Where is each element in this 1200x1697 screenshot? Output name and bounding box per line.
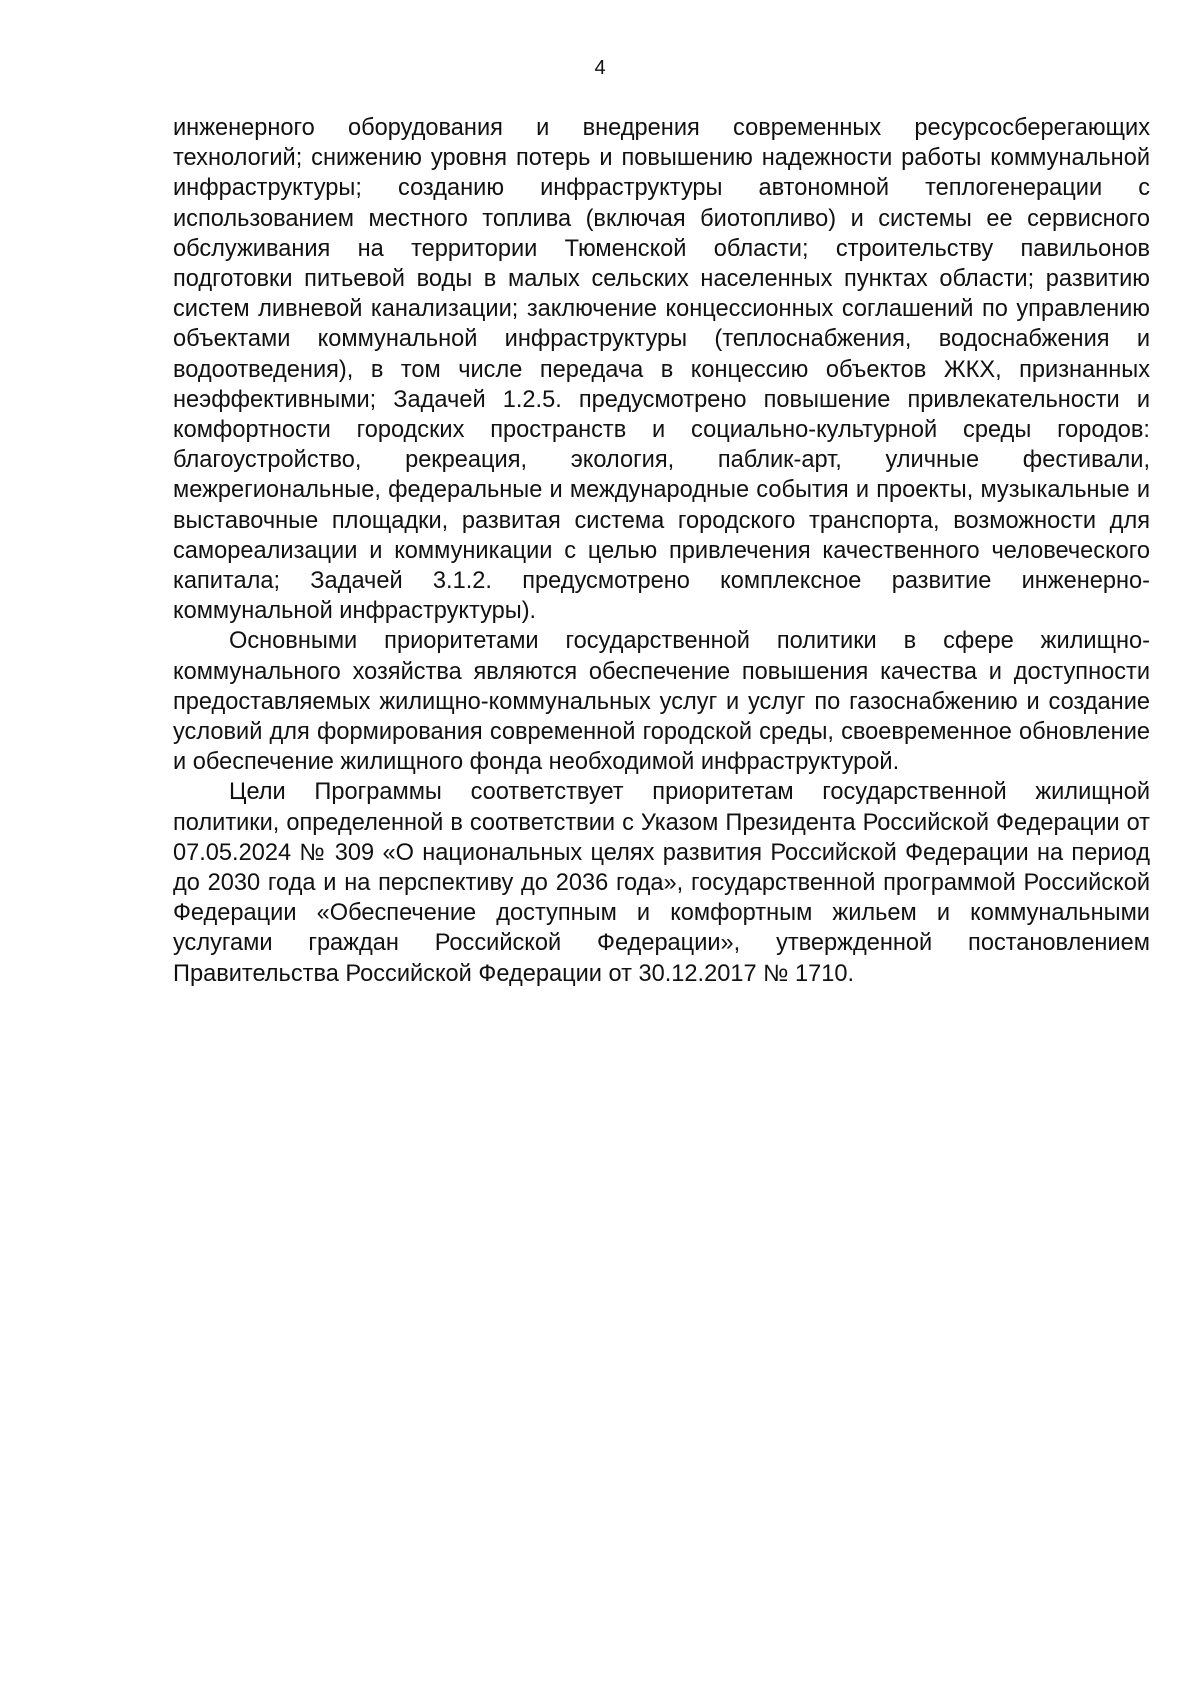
page-number: 4 xyxy=(594,57,606,79)
paragraph-2: Основными приоритетами государственной политики в сфере жилищно-коммунального хозяйства являются обеспечение повышения качества и доступности предоставляемых жилищно-коммунальных услуг и услуг по газоснабжению и создание условий для формирования современной городской среды, своевременное обновление и обеспечение жилищного фонда необходимой инфраструктурой. xyxy=(173,628,1150,776)
paragraph-1: инженерного оборудования и внедрения современных ресурсосберегающих технологий; снижению уровня потерь и повышению надежности работы коммунальной инфраструктуры; созданию инфраструктуры автономной теплогенерации с использованием местного топлива (включая биотопливо) и системы ее сервисного обслуживания на территории Тюменской области; строительству павильонов подготовки питьевой воды в малых сельских населенных пунктах области; развитию систем ливневой канализации; заключение концессионных соглашений по управлению объектами коммунальной инфраструктуры (теплоснабжения, водоснабжения и водоотведения), в том числе передача в концессию объектов ЖКХ, признанных неэффективными; Задачей 1.2.5. предусмотрено повышение привлекательности и комфортности городских пространств и социально-культурной среды городов: благоустройство, рекреация, экология, паблик-арт, уличные фестивали, межрегиональные, федеральные и международные события и проекты, музыкальные и выставочные площадки, развитая система городского транспорта, возможности для самореализации и коммуникации с целью привлечения качественного человеческого капитала; Задачей 3.1.2. предусмотрено комплексное развитие инженерно-коммунальной инфраструктуры). xyxy=(173,115,1150,625)
document-body xyxy=(173,113,1150,989)
paragraph-3: Цели Программы соответствует приоритетам государственной жилищной политики, определенной в соответствии с Указом Президента Российской Федерации от 07.05.2024 № 309 «О национальных целях развития Российской Федерации на период до 2030 года и на перспективу до 2036 года», государственной программой Российской Федерации «Обеспечение доступным и комфортным жильем и коммунальными услугами граждан Российской Федерации», утвержденной постановлением Правительства Российской Федерации от 30.12.2017 № 1710. xyxy=(173,779,1150,987)
